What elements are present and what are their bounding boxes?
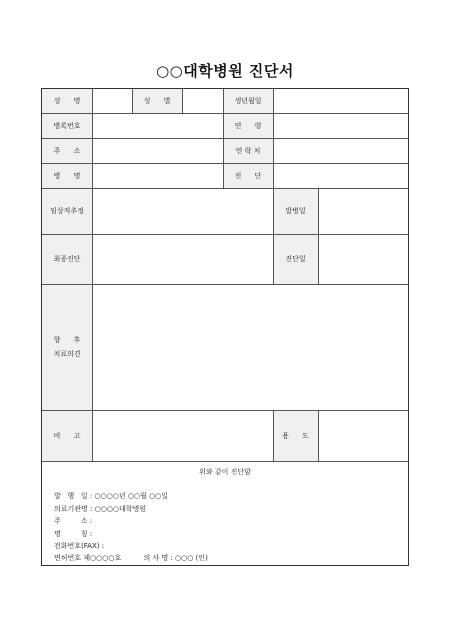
- issue-date-line: 발 행 일 : ○○○○년 ○○월 ○○일: [54, 492, 169, 500]
- document-title: ○○대학병원 진단서: [156, 62, 294, 80]
- disease-label: 병 명: [53, 171, 81, 180]
- final-diagnosis-label: 최종진단: [53, 255, 81, 263]
- future-label: 향 후: [53, 336, 81, 344]
- institution-line: 의료기관명 : ○○○○대학병원: [54, 505, 147, 513]
- contact-label: 연 락 처: [235, 146, 261, 155]
- diagnosis-label: 진 단: [234, 171, 262, 180]
- diagnosis-date-label: 진단일: [285, 255, 306, 263]
- remarks-label: 비 고: [53, 431, 81, 440]
- address-label: 주 소: [53, 146, 81, 155]
- usage-label: 용 도: [282, 431, 309, 440]
- clinical-estimate-label: 임상적추정: [50, 207, 84, 215]
- age-label: 연 령: [234, 121, 262, 130]
- treatment-label: 치료의견: [53, 350, 81, 358]
- phone-line: 전화번호(FAX) :: [54, 542, 105, 550]
- onset-date-label: 발병일: [285, 207, 306, 215]
- address-line: 주 소 :: [54, 517, 93, 525]
- birth-label: 생년월일: [234, 97, 262, 105]
- treatment-opinion-label: [42, 284, 92, 410]
- sex-label: 성 별: [143, 97, 171, 105]
- record-no-label: 병록번호: [53, 121, 81, 130]
- name-label: 성 명: [53, 97, 81, 105]
- license-line: 면허번호 제○○○○호 의 사 명 : ○○○ (인): [54, 554, 208, 562]
- confirmation-text: 위와 같이 진단함: [199, 468, 251, 476]
- seal-name-line: 명 칭 :: [54, 530, 93, 538]
